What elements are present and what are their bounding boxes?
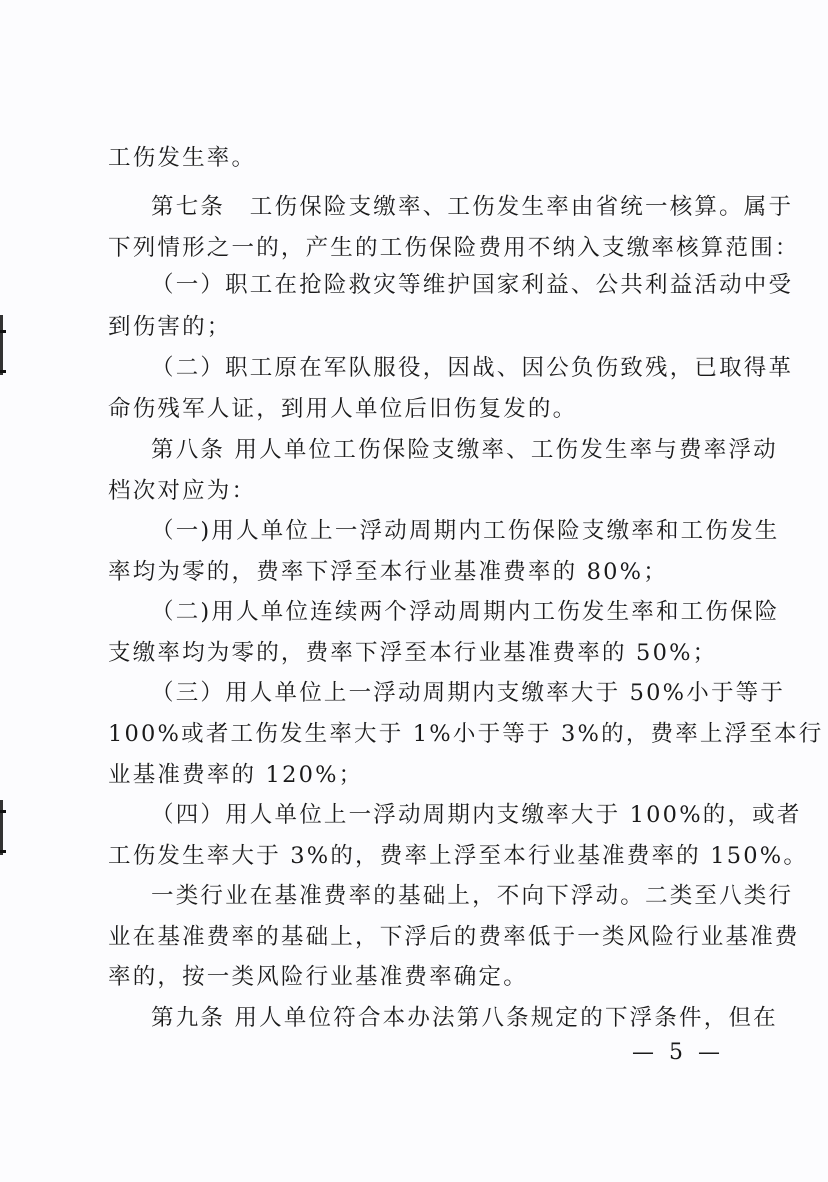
text-line: 率的，按一类风险行业基准费率确定。 <box>108 964 528 990</box>
text-line: （一）职工在抢险救灾等维护国家利益、公共利益活动中受 <box>151 272 794 298</box>
binding-mark <box>0 370 6 373</box>
text-line: 率均为零的，费率下浮至本行业基准费率的 80%； <box>108 559 668 585</box>
binding-mark <box>0 330 6 333</box>
page-number: — 5 — <box>632 1040 724 1065</box>
text-line: 档次对应为： <box>108 478 257 504</box>
text-line: （四）用人单位上一浮动周期内支缴率大于 100%的，或者 <box>151 802 802 828</box>
text-line: 工伤发生率大于 3%的，费率上浮至本行业基准费率的 150%。 <box>108 843 809 869</box>
text-line: 命伤残军人证，到用人单位后旧伤复发的。 <box>108 396 578 422</box>
scan-edge-shadow <box>0 800 3 855</box>
text-line: 下列情形之一的，产生的工伤保险费用不纳入支缴率核算范围： <box>108 235 800 261</box>
text-line: （二）职工原在军队服役，因战、因公负伤致残，已取得革 <box>151 355 794 381</box>
scan-edge-shadow <box>0 315 3 375</box>
text-line: （三）用人单位上一浮动周期内支缴率大于 50%小于等于 <box>151 680 786 706</box>
text-line: （二)用人单位连续两个浮动周期内工伤发生率和工伤保险 <box>151 599 780 625</box>
text-line: 到伤害的； <box>108 314 232 340</box>
text-line: 业基准费率的 120%； <box>108 762 364 788</box>
text-line: 工伤发生率。 <box>108 145 257 171</box>
text-line: 第九条 用人单位符合本办法第八条规定的下浮条件，但在 <box>151 1005 778 1031</box>
text-line: 支缴率均为零的，费率下浮至本行业基准费率的 50%； <box>108 640 718 666</box>
binding-mark <box>0 810 6 813</box>
text-line: 一类行业在基准费率的基础上，不向下浮动。二类至八类行 <box>151 883 794 909</box>
binding-mark <box>0 850 6 853</box>
text-line: 第七条 工伤保险支缴率、工伤发生率由省统一核算。属于 <box>151 194 794 220</box>
text-line: （一)用人单位上一浮动周期内工伤保险支缴率和工伤发生 <box>151 518 780 544</box>
text-line: 100%或者工伤发生率大于 1%小于等于 3%的，费率上浮至本行 <box>108 721 824 747</box>
text-line: 第八条 用人单位工伤保险支缴率、工伤发生率与费率浮动 <box>151 437 778 463</box>
text-line: 业在基准费率的基础上，下浮后的费率低于一类风险行业基准费 <box>108 924 800 950</box>
